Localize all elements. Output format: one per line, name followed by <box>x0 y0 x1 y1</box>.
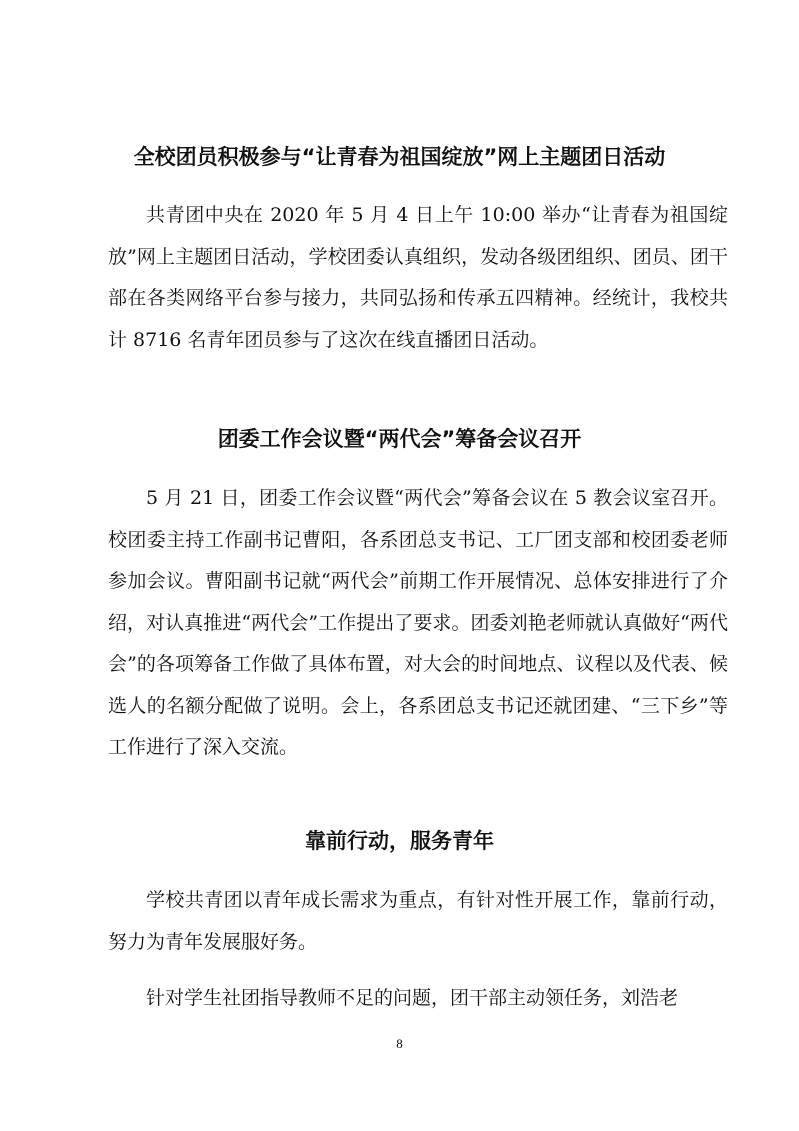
paragraph-serve-youth-intro: 学校共青团以青年成长需求为重点，有针对性开展工作，靠前行动，努力为青年发展服好务。 <box>108 889 728 953</box>
section-heading-serve-youth: 靠前行动，服务青年 <box>305 829 494 853</box>
paragraph-league-day-activity: 共青团中央在 2020 年 5 月 4 日上午 10:00 举办“让青春为祖国绽放”网上主题团日活动，学校团委认真组织，发动各级团组织、团员、团干部在各类网络平台参与接力，共同弘扬和传承五四精神。经统计，我校共计 8716 名青年团员参与了这次在线直播团日活动。 <box>108 204 728 351</box>
section-heading-league-day-activity: 全校团员积极参与“让青春为祖国绽放”网上主题团日活动 <box>133 145 666 169</box>
paragraph-serve-youth-club-advisors: 针对学生社团指导教师不足的问题，团干部主动领任务，刘浩老 <box>146 987 679 1009</box>
section-heading-two-congress-meeting: 团委工作会议暨“两代会”筹备会议召开 <box>217 427 582 451</box>
page-number: 8 <box>396 1036 403 1051</box>
paragraph-two-congress-meeting: 5 月 21 日，团委工作会议暨“两代会”筹备会议在 5 教会议室召开。校团委主持工作副书记曹阳，各系团总支书记、工厂团支部和校团委老师参加会议。曹阳副书记就“两代会”前期工作开展情况、总体安排进行了介绍，对认真推进“两代会”工作提出了要求。团委刘艳老师就认真做好“两代会”的各项筹备工作做了具体布置，对大会的时间地点、议程以及代表、候选人的名额分配做了说明。会上，各系团总支书记还就团建、“三下乡”等工作进行了深入交流。 <box>108 487 728 758</box>
